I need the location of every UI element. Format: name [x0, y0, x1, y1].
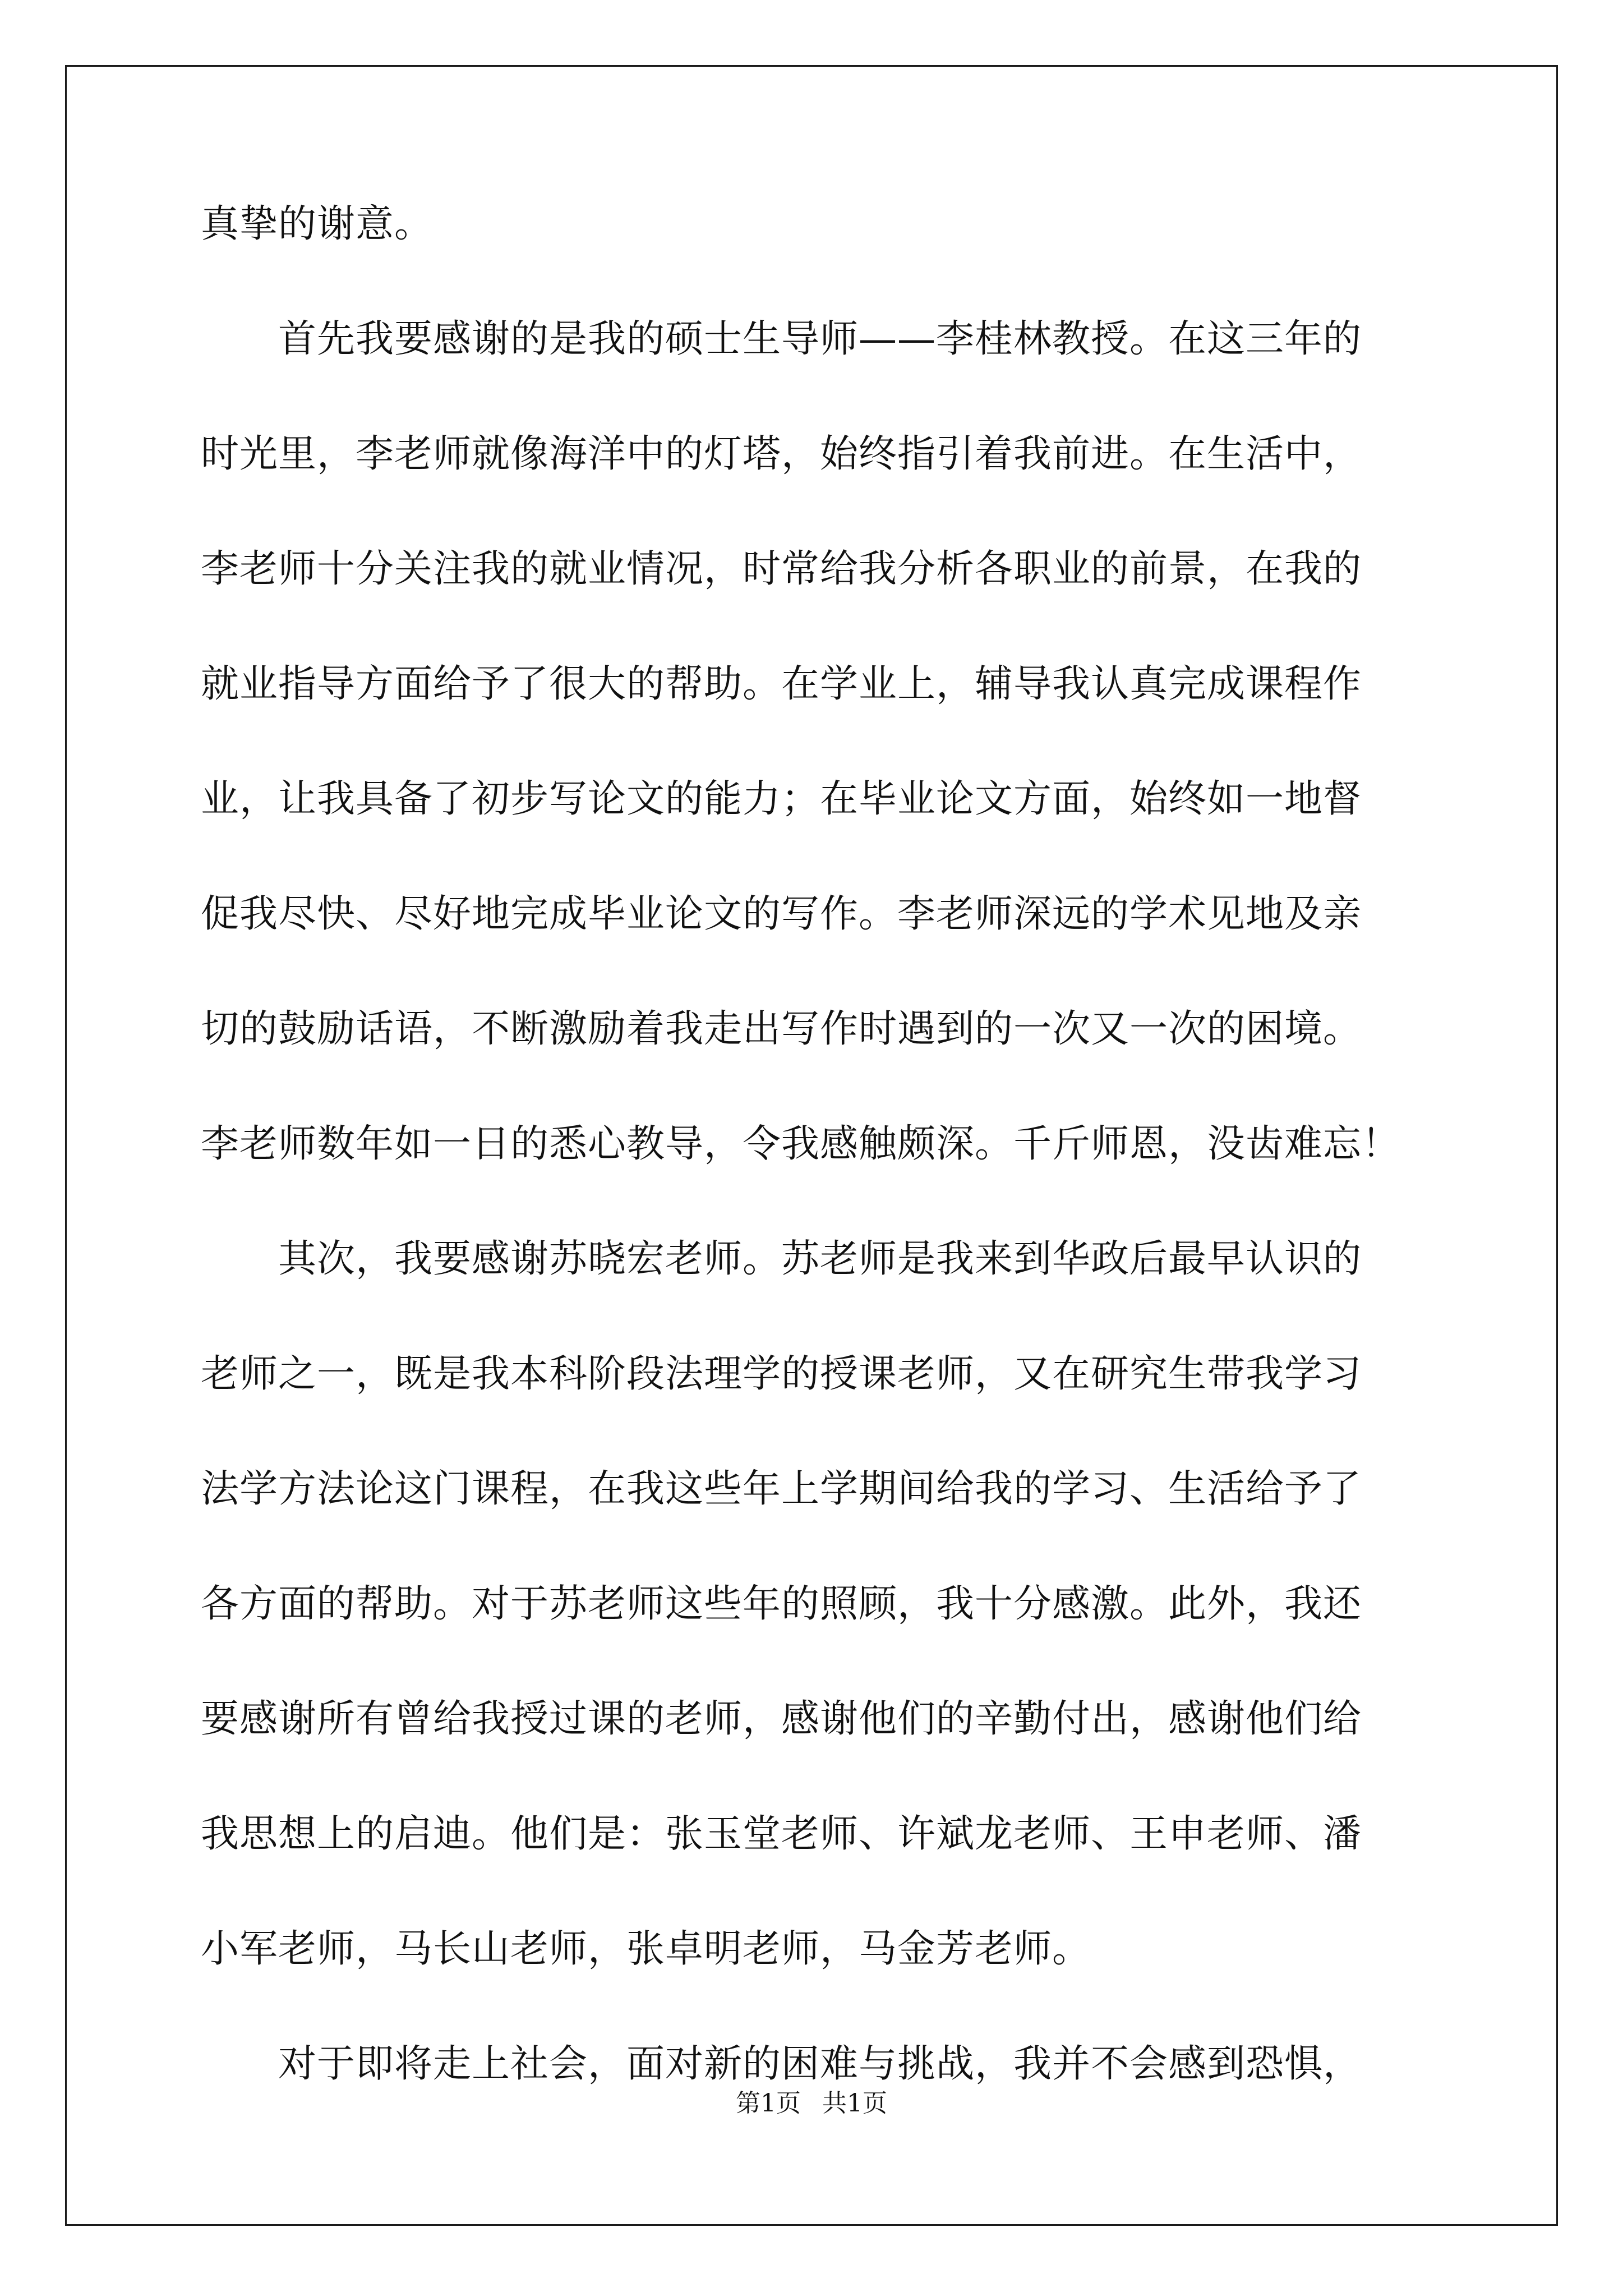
text-line: 其次，我要感谢苏晓宏老师。苏老师是我来到华政后最早认识的	[201, 1237, 1362, 1281]
text-line: 法学方法论这门课程，在我这些年上学期间给我的学习、生活给予了	[201, 1467, 1362, 1511]
text-line: 促我尽快、尽好地完成毕业论文的写作。李老师深远的学术见地及亲	[201, 892, 1362, 936]
text-line: 老师之一，既是我本科阶段法理学的授课老师，又在研究生带我学习	[201, 1352, 1362, 1396]
text-line: 真挚的谢意。	[201, 202, 434, 246]
text-line: 我思想上的启迪。他们是：张玉堂老师、许斌龙老师、王申老师、潘	[201, 1812, 1362, 1856]
text-line: 业，让我具备了初步写论文的能力；在毕业论文方面，始终如一地督	[201, 777, 1362, 821]
page-footer	[0, 2087, 1623, 2120]
text-line: 要感谢所有曾给我授过课的老师，感谢他们的辛勤付出，感谢他们给	[201, 1697, 1362, 1741]
text-line: 对于即将走上社会，面对新的困难与挑战，我并不会感到恐惧，	[201, 2042, 1362, 2086]
text-line: 切的鼓励话语，不断激励着我走出写作时遇到的一次又一次的困境。	[201, 1007, 1362, 1051]
text-line: 各方面的帮助。对于苏老师这些年的照顾，我十分感激。此外，我还	[201, 1582, 1362, 1626]
text-line: 时光里，李老师就像海洋中的灯塔，始终指引着我前进。在生活中，	[201, 432, 1362, 476]
text-line: 首先我要感谢的是我的硕士生导师——李桂林教授。在这三年的	[201, 317, 1362, 361]
page-number-current: 第1页	[736, 2089, 801, 2118]
text-line: 就业指导方面给予了很大的帮助。在学业上，辅导我认真完成课程作	[201, 662, 1362, 706]
text-line: 小军老师，马长山老师，张卓明老师，马金芳老师。	[201, 1927, 1091, 1971]
text-line: 李老师数年如一日的悉心教导，令我感触颇深。千斤师恩，没齿难忘！	[201, 1122, 1401, 1166]
text-line: 李老师十分关注我的就业情况，时常给我分析各职业的前景，在我的	[201, 547, 1362, 591]
page-number-total: 共1页	[822, 2089, 887, 2118]
